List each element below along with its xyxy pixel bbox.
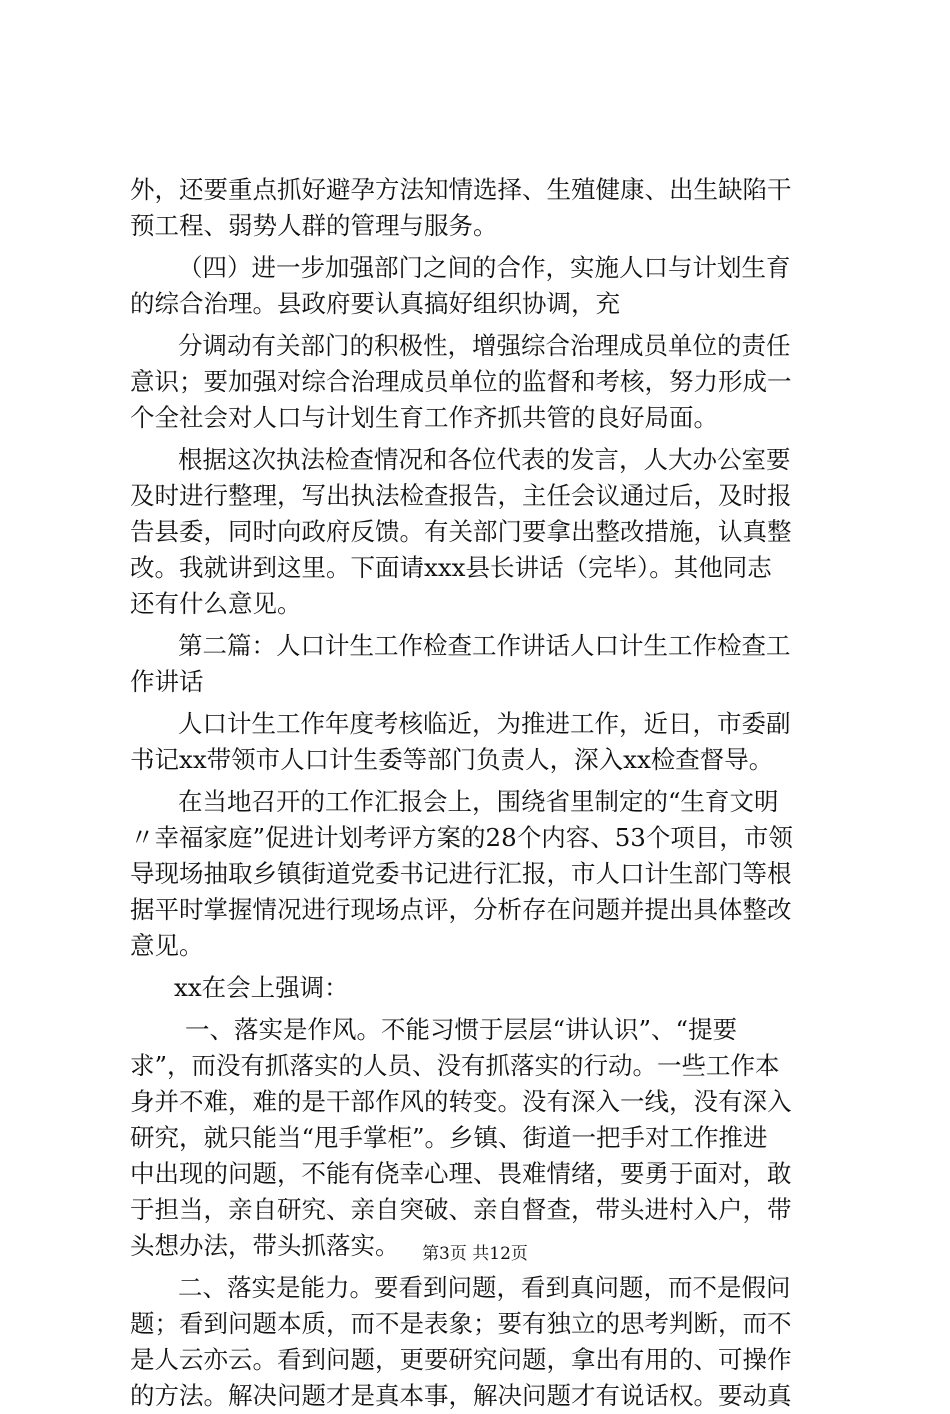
text-line: 是人云亦云。看到问题，更要研究问题，拿出有用的、可操作 [130,1345,792,1374]
text-line: 在当地召开的工作汇报会上，围绕省里制定的“生育文明 [178,787,779,816]
text-line: 于担当，亲自研究、亲自突破、亲自督查，带头进村入户，带 [130,1195,792,1224]
text-line: 预工程、弱势人群的管理与服务。 [130,211,498,240]
text-line: 外，还要重点抓好避孕方法知情选择、生殖健康、出生缺陷干 [130,175,792,204]
text-line: 意见。 [130,931,204,960]
text-line: 头想办法，带头抓落实。 [130,1231,400,1260]
text-line: 的方法。解决问题才是真本事，解决问题才有说话权。要动真 [130,1381,792,1410]
text-line: 研究，就只能当“甩手掌柜”。乡镇、街道一把手对工作推进 [130,1123,768,1152]
text-line: 改。我就讲到这里。下面请xxx县长讲话（完毕）。其他同志 [130,553,772,582]
text-line: 还有什么意见。 [130,589,302,618]
text-line: xx在会上强调： [174,973,349,1002]
text-line: 人口计生工作年度考核临近，为推进工作，近日，市委副 [178,709,791,738]
text-line: 告县委，同时向政府反馈。有关部门要拿出整改措施，认真整 [130,517,792,546]
text-line: 根据这次执法检查情况和各位代表的发言，人大办公室要 [178,445,791,474]
text-line: 意识；要加强对综合治理成员单位的监督和考核，努力形成一 [130,367,792,396]
text-line: 求”，而没有抓落实的人员、没有抓落实的行动。一些工作本 [130,1051,780,1080]
text-line: 的综合治理。县政府要认真搞好组织协调，充 [130,289,620,318]
section-heading: 作讲话 [130,667,204,696]
text-line: 据平时掌握情况进行现场点评，分析存在问题并提出具体整改 [130,895,792,924]
text-line: 〃幸福家庭”促进计划考评方案的28个内容、53个项目，市领 [130,823,793,852]
text-line: 书记xx带领市人口计生委等部门负责人，深入xx检查督导。 [130,745,774,774]
document-body [130,172,830,1414]
section-heading: 第二篇：人口计生工作检查工作讲话人口计生工作检查工 [178,631,791,660]
text-line: 个全社会对人口与计划生育工作齐抓共管的良好局面。 [130,403,718,432]
text-line: 身并不难，难的是干部作风的转变。没有深入一线，没有深入 [130,1087,792,1116]
text-line: 二、落实是能力。要看到问题，看到真问题，而不是假问 [178,1273,791,1302]
text-line: 一、落实是作风。不能习惯于层层“讲认识”、“提要 [185,1015,738,1044]
text-line: 中出现的问题，不能有侥幸心理、畏难情绪，要勇于面对，敢 [130,1159,792,1188]
text-line: 分调动有关部门的积极性，增强综合治理成员单位的责任 [178,331,791,360]
text-line: 题；看到问题本质，而不是表象；要有独立的思考判断，而不 [130,1309,792,1338]
page-number-footer: 第3页 共12页 [422,1244,528,1264]
text-line: （四）进一步加强部门之间的合作，实施人口与计划生育 [178,253,791,282]
text-line: 及时进行整理，写出执法检查报告，主任会议通过后，及时报 [130,481,792,510]
text-line: 导现场抽取乡镇街道党委书记进行汇报，市人口计生部门等根 [130,859,792,888]
